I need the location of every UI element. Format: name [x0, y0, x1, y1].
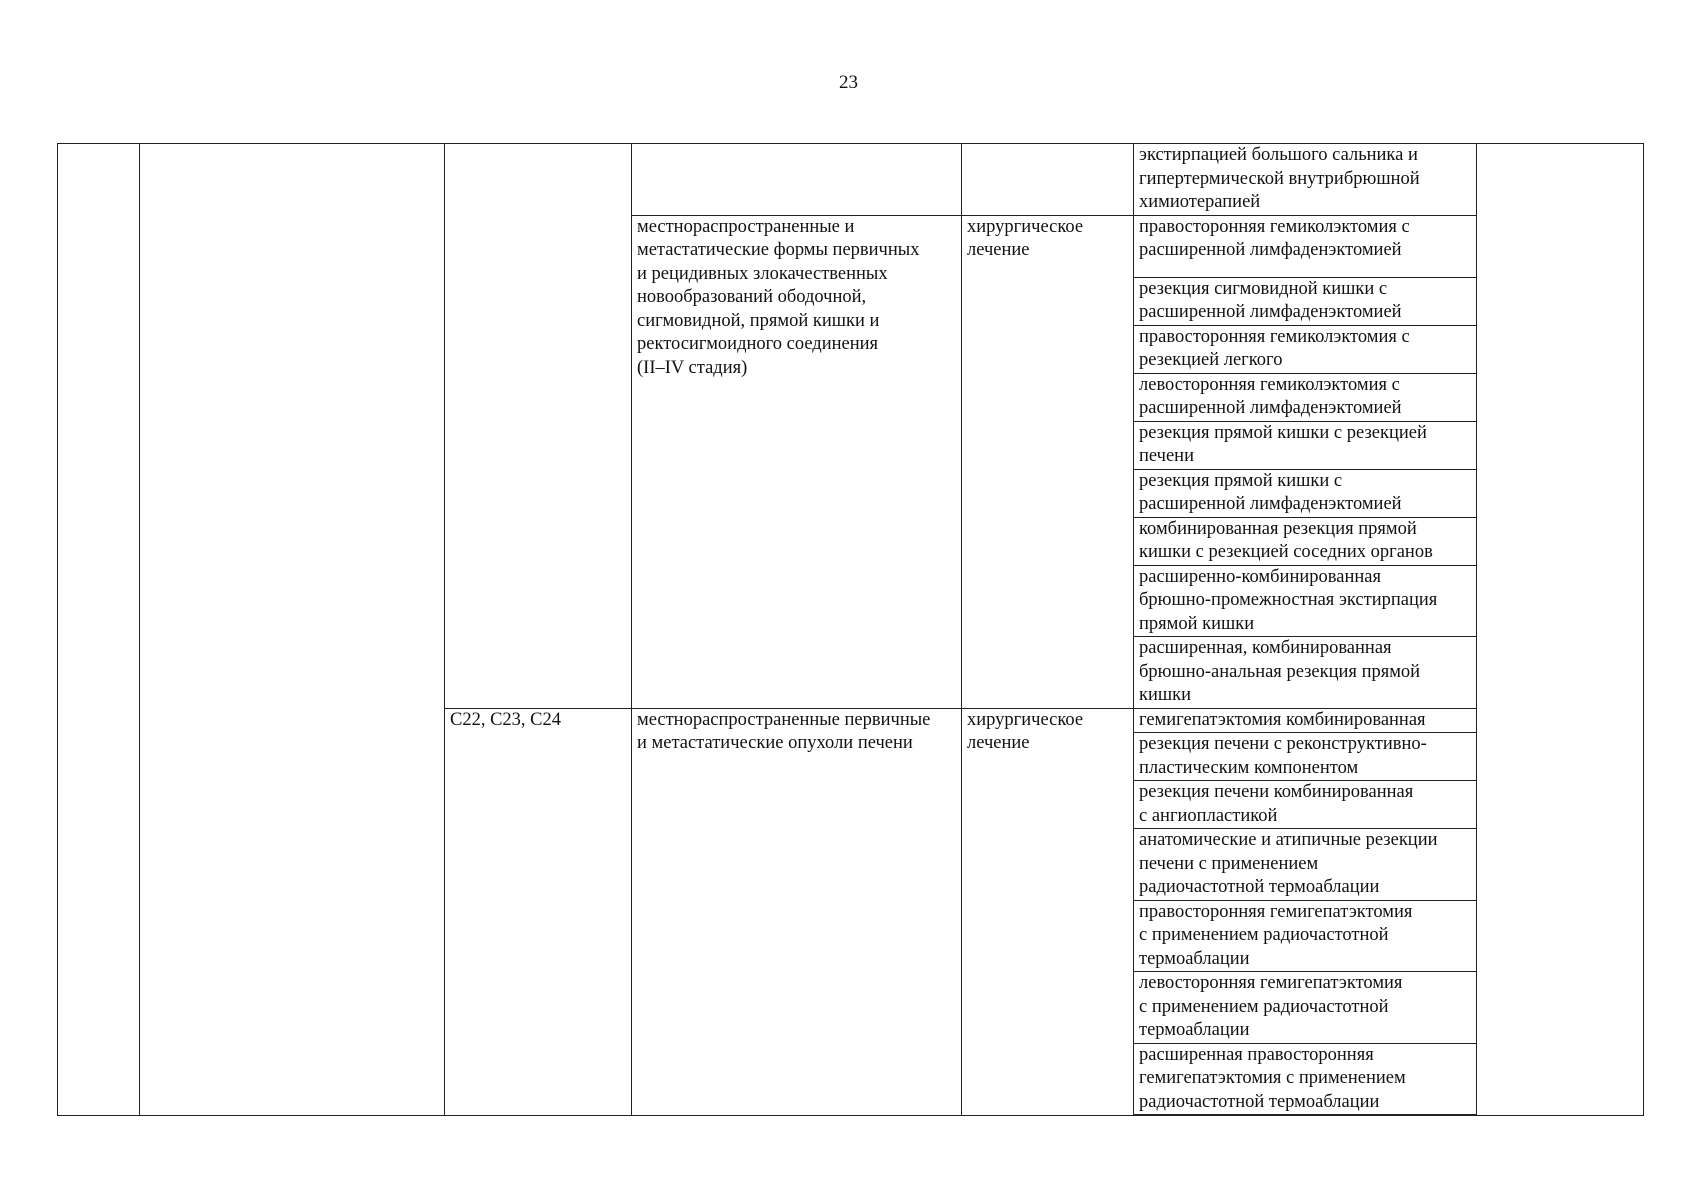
condition-cell: местнораспространенные первичные и метастатические опухоли печени — [632, 708, 962, 1116]
method-cell: экстирпацией большого сальника и гипертермической внутрибрюшной химиотерапией — [1134, 144, 1477, 216]
method-cell: правосторонняя гемиколэктомия с резекцией легкого — [1134, 325, 1477, 373]
method-cell: резекция прямой кишки с резекцией печени — [1134, 421, 1477, 469]
col-number-cell — [58, 144, 140, 1116]
col-last-cell — [1477, 144, 1644, 1116]
method-cell: левосторонняя гемиколэктомия с расширенной лимфаденэктомией — [1134, 373, 1477, 421]
method-cell: резекция печени с реконструктивно- пластическим компонентом — [1134, 733, 1477, 781]
col-profile-cell — [140, 144, 445, 1116]
treatment-type-cell: хирургическое лечение — [962, 215, 1134, 708]
table-row — [58, 144, 1644, 216]
method-cell: резекция сигмовидной кишки с расширенной лимфаденэктомией — [1134, 277, 1477, 325]
method-cell: гемигепатэктомия комбинированная — [1134, 708, 1477, 733]
method-cell — [1134, 1115, 1477, 1116]
codes-cell: C22, C23, C24 — [445, 708, 632, 1116]
method-cell: расширенная, комбинированная брюшно-анальная резекция прямой кишки — [1134, 637, 1477, 709]
treatment-type-cell: хирургическое лечение — [962, 708, 1134, 1116]
method-cell: резекция прямой кишки с расширенной лимфаденэктомией — [1134, 469, 1477, 517]
condition-cell: местнораспространенные и метастатические формы первичных и рецидивных злокачественных новообразований ободочной, сигмовидной, прямой кишки и ректосигмоидного соединения (II–IV стадия) — [632, 215, 962, 708]
method-cell: комбинированная резекция прямой кишки с резекцией соседних органов — [1134, 517, 1477, 565]
method-cell: резекция печени комбинированная с ангиопластикой — [1134, 781, 1477, 829]
method-cell: левосторонняя гемигепатэктомия с применением радиочастотной термоаблации — [1134, 972, 1477, 1044]
method-cell: расширенно-комбинированная брюшно-промежностная экстирпация прямой кишки — [1134, 565, 1477, 637]
treatment-type-cell — [962, 144, 1134, 216]
document-table — [57, 143, 1644, 1116]
method-cell: анатомические и атипичные резекции печени с применением радиочастотной термоаблации — [1134, 829, 1477, 901]
method-cell: правосторонняя гемиколэктомия с расширенной лимфаденэктомией — [1134, 215, 1477, 277]
method-cell: расширенная правосторонняя гемигепатэктомия с применением радиочастотной термоаблации — [1134, 1043, 1477, 1115]
codes-cell — [445, 144, 632, 709]
method-cell: правосторонняя гемигепатэктомия с применением радиочастотной термоаблации — [1134, 900, 1477, 972]
page-number: 23 — [839, 72, 858, 93]
condition-cell — [632, 144, 962, 216]
